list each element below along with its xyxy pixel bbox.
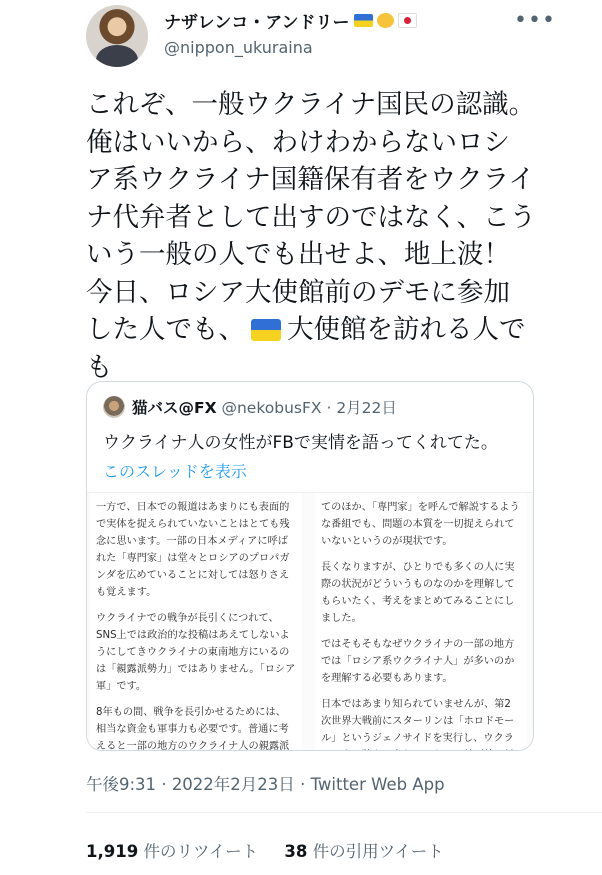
tweet-text-part-1: これぞ、一般ウクライナ国民の認識。俺はいいから、わけわからないロシア系ウクライナ国籍保有者をウクライナ代弁者として出すのではなく、こういう一般の人でも出せよ、地上波！今日、ロシア大使館前のデモに参加した人でも、 (86, 89, 536, 345)
quoted-tweet-image[interactable] (87, 492, 533, 751)
quoted-tweet-text: ウクライナ人の女性がFBで実情を語ってくれてた。 (103, 433, 498, 453)
quoted-tweet-card[interactable] (86, 381, 534, 751)
show-thread-link[interactable]: このスレッドを表示 (103, 462, 247, 481)
quoted-tweet-date: · 2月22日 (326, 399, 397, 417)
image-text-column-left (90, 493, 302, 751)
retweets-label: 件のリツイート (143, 842, 259, 861)
image-paragraph: 日本ではあまり知られていませんが、第2次世界大戦前にスターリンは「ホロドモール」というジェノサイドを実行し、ウクラ (321, 699, 515, 744)
image-paragraph: てのほか、「専門家」を呼んで解説するような番組でも、問題の本質を一切捉えられていないというのが現状です。 (321, 502, 520, 547)
tweet-source[interactable]: Twitter Web App (310, 775, 445, 794)
tweet-text-part-2: 大使館を訪れる人でも (86, 314, 526, 383)
image-paragraph: 8年もの間、戦争を長引かせるためには、相当な資金も軍事力も必要です。普通に考えると一部の地方のウクライナ人の親露派 (96, 707, 290, 751)
image-paragraph: ウクライナでの戦争が長引くにつれて、SNS上では政治的な投稿はあえてしないようにしてきウクライナの東南地方にいるのは「親露派勢力」ではありません。「ロシア軍」です。 (96, 613, 296, 692)
image-paragraph: 一方で、日本での報道はあまりにも表面的で実体を捉えられていないことはとても残念に思います。一部の日本メディアに呼ばれた「専門家」は堂々とロシアのプロパガンダを広めていることに対しては怒りさえも覚えます。 (96, 502, 290, 598)
divider (86, 812, 602, 813)
quoted-tweet-header (132, 396, 397, 418)
image-paragraph: ではそもそもなぜウクライナの一部の地方では「ロシア系ウクライナ人」が多いのかを理解する必要もあります。 (321, 639, 515, 684)
ukraine-flag-icon (251, 319, 281, 341)
tweet-text (86, 86, 536, 386)
ukraine-flag-icon (354, 14, 373, 27)
handshake-icon (377, 13, 394, 28)
more-options-icon[interactable]: ••• (514, 8, 556, 33)
quoted-author-handle: @nekobusFX (221, 399, 322, 417)
quoted-author-name: 猫バス@FX (132, 399, 217, 417)
tweet-time[interactable]: 午後9:31 (86, 775, 157, 794)
author-display-name[interactable]: ナザレンコ・アンドリー (164, 13, 350, 33)
quotes-count: 38 (284, 842, 308, 861)
image-paragraph: 長くなりますが、ひとりでも多くの人に実際の状況がどういうものなのかを理解してもらいたく、考えをまとめてみることにしました。 (321, 562, 515, 624)
meta-separator: · (161, 775, 167, 794)
tweet-date[interactable]: 2022年2月23日 (171, 775, 295, 794)
engagement-stats (86, 838, 444, 862)
author-avatar[interactable] (86, 5, 148, 67)
author-handle[interactable]: @nippon_ukuraina (164, 38, 313, 57)
japan-flag-icon (398, 13, 417, 28)
image-text-column-right (315, 493, 527, 751)
quotes-label: 件の引用ツイート (312, 842, 444, 861)
tweet-timestamp-row (86, 771, 445, 795)
meta-separator: · (300, 775, 306, 794)
quoted-author-avatar (103, 396, 125, 418)
retweets-stat[interactable] (86, 842, 258, 861)
quote-tweets-stat[interactable] (284, 842, 443, 861)
retweets-count: 1,919 (86, 842, 139, 861)
author-name-row[interactable] (164, 8, 417, 33)
